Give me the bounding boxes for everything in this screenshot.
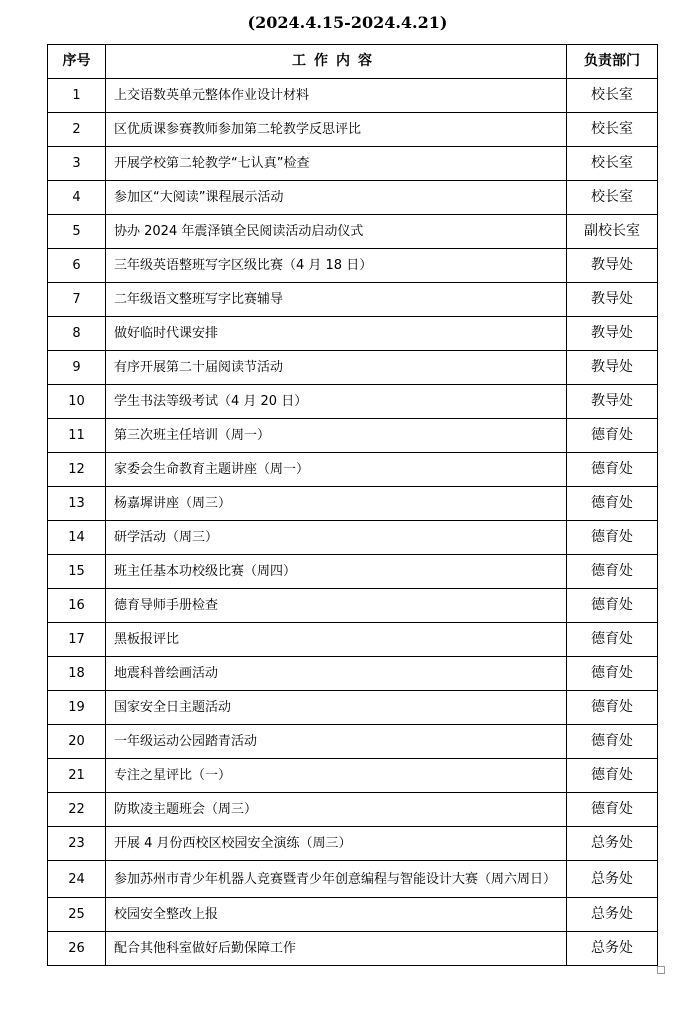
row-num: 25 [48,898,106,932]
row-dept: 校长室 [567,79,658,113]
row-content: 校园安全整改上报 [106,898,567,932]
document-title: (2024.4.15-2024.4.21) [247,13,448,32]
table-row [48,487,658,521]
row-dept: 教导处 [567,351,658,385]
row-content: 开展 4 月份西校区校园安全演练（周三） [106,827,567,861]
row-dept: 总务处 [567,827,658,861]
row-content: 二年级语文整班写字比赛辅导 [106,283,567,317]
row-content: 参加区“大阅读”课程展示活动 [106,181,567,215]
row-content: 上交语数英单元整体作业设计材料 [106,79,567,113]
row-dept: 德育处 [567,657,658,691]
row-num: 26 [48,932,106,966]
row-dept: 教导处 [567,317,658,351]
row-num: 14 [48,521,106,555]
row-num: 7 [48,283,106,317]
table-row [48,181,658,215]
row-num: 23 [48,827,106,861]
row-num: 21 [48,759,106,793]
row-dept: 教导处 [567,283,658,317]
row-content: 家委会生命教育主题讲座（周一） [106,453,567,487]
row-content: 做好临时代课安排 [106,317,567,351]
row-num: 20 [48,725,106,759]
table-row [48,589,658,623]
row-num: 2 [48,113,106,147]
table-row [48,215,658,249]
row-num: 4 [48,181,106,215]
row-num: 5 [48,215,106,249]
table-row [48,249,658,283]
row-num: 6 [48,249,106,283]
header-content: 工作内容 [106,45,567,79]
table-row [48,793,658,827]
table-row [48,691,658,725]
table-row [48,351,658,385]
row-content: 专注之星评比（一） [106,759,567,793]
table-row [48,453,658,487]
row-num: 11 [48,419,106,453]
table-header-row [48,45,658,79]
row-dept: 德育处 [567,555,658,589]
table-row [48,79,658,113]
row-dept: 德育处 [567,453,658,487]
table-row [48,725,658,759]
row-content: 德育导师手册检查 [106,589,567,623]
row-dept: 校长室 [567,113,658,147]
row-dept: 德育处 [567,759,658,793]
row-num: 15 [48,555,106,589]
row-num: 9 [48,351,106,385]
table-row [48,759,658,793]
table-row [48,147,658,181]
row-content: 地震科普绘画活动 [106,657,567,691]
row-dept: 德育处 [567,419,658,453]
table-row [48,657,658,691]
row-num: 18 [48,657,106,691]
row-content: 第三次班主任培训（周一） [106,419,567,453]
row-num: 10 [48,385,106,419]
row-dept: 总务处 [567,861,658,898]
row-content: 研学活动（周三） [106,521,567,555]
table-row [48,283,658,317]
row-dept: 总务处 [567,898,658,932]
row-content: 协办 2024 年震泽镇全民阅读活动启动仪式 [106,215,567,249]
row-dept: 校长室 [567,147,658,181]
row-dept: 德育处 [567,521,658,555]
row-content: 杨嘉墀讲座（周三） [106,487,567,521]
table-row [48,385,658,419]
row-dept: 德育处 [567,589,658,623]
work-schedule-table [47,44,658,966]
table-row [48,898,658,932]
row-num: 1 [48,79,106,113]
row-dept: 德育处 [567,725,658,759]
paragraph-end-marker [657,966,665,974]
header-dept: 负责部门 [567,45,658,79]
row-num: 3 [48,147,106,181]
row-dept: 德育处 [567,623,658,657]
row-content: 三年级英语整班写字区级比赛（4 月 18 日） [106,249,567,283]
row-dept: 教导处 [567,385,658,419]
row-dept: 德育处 [567,487,658,521]
row-content: 配合其他科室做好后勤保障工作 [106,932,567,966]
row-num: 22 [48,793,106,827]
row-dept: 校长室 [567,181,658,215]
row-num: 19 [48,691,106,725]
row-content: 黑板报评比 [106,623,567,657]
row-content: 班主任基本功校级比赛（周四） [106,555,567,589]
table-row [48,827,658,861]
row-dept: 总务处 [567,932,658,966]
table-row [48,861,658,898]
row-content: 一年级运动公园踏青活动 [106,725,567,759]
table-row [48,623,658,657]
row-num: 24 [48,861,106,898]
table-row [48,521,658,555]
row-num: 16 [48,589,106,623]
row-content: 开展学校第二轮教学“七认真”检查 [106,147,567,181]
table-row [48,113,658,147]
table-body [48,79,658,966]
row-dept: 教导处 [567,249,658,283]
row-content: 有序开展第二十届阅读节活动 [106,351,567,385]
row-content: 区优质课参赛教师参加第二轮教学反思评比 [106,113,567,147]
row-dept: 德育处 [567,691,658,725]
row-num: 8 [48,317,106,351]
row-num: 12 [48,453,106,487]
table-row [48,317,658,351]
row-num: 17 [48,623,106,657]
row-content: 学生书法等级考试（4 月 20 日） [106,385,567,419]
table-row [48,932,658,966]
header-num: 序号 [48,45,106,79]
row-dept: 副校长室 [567,215,658,249]
row-num: 13 [48,487,106,521]
table-row [48,555,658,589]
row-dept: 德育处 [567,793,658,827]
row-content: 国家安全日主题活动 [106,691,567,725]
row-content: 防欺凌主题班会（周三） [106,793,567,827]
row-content: 参加苏州市青少年机器人竞赛暨青少年创意编程与智能设计大赛（周六周日） [106,861,567,898]
table-row [48,419,658,453]
